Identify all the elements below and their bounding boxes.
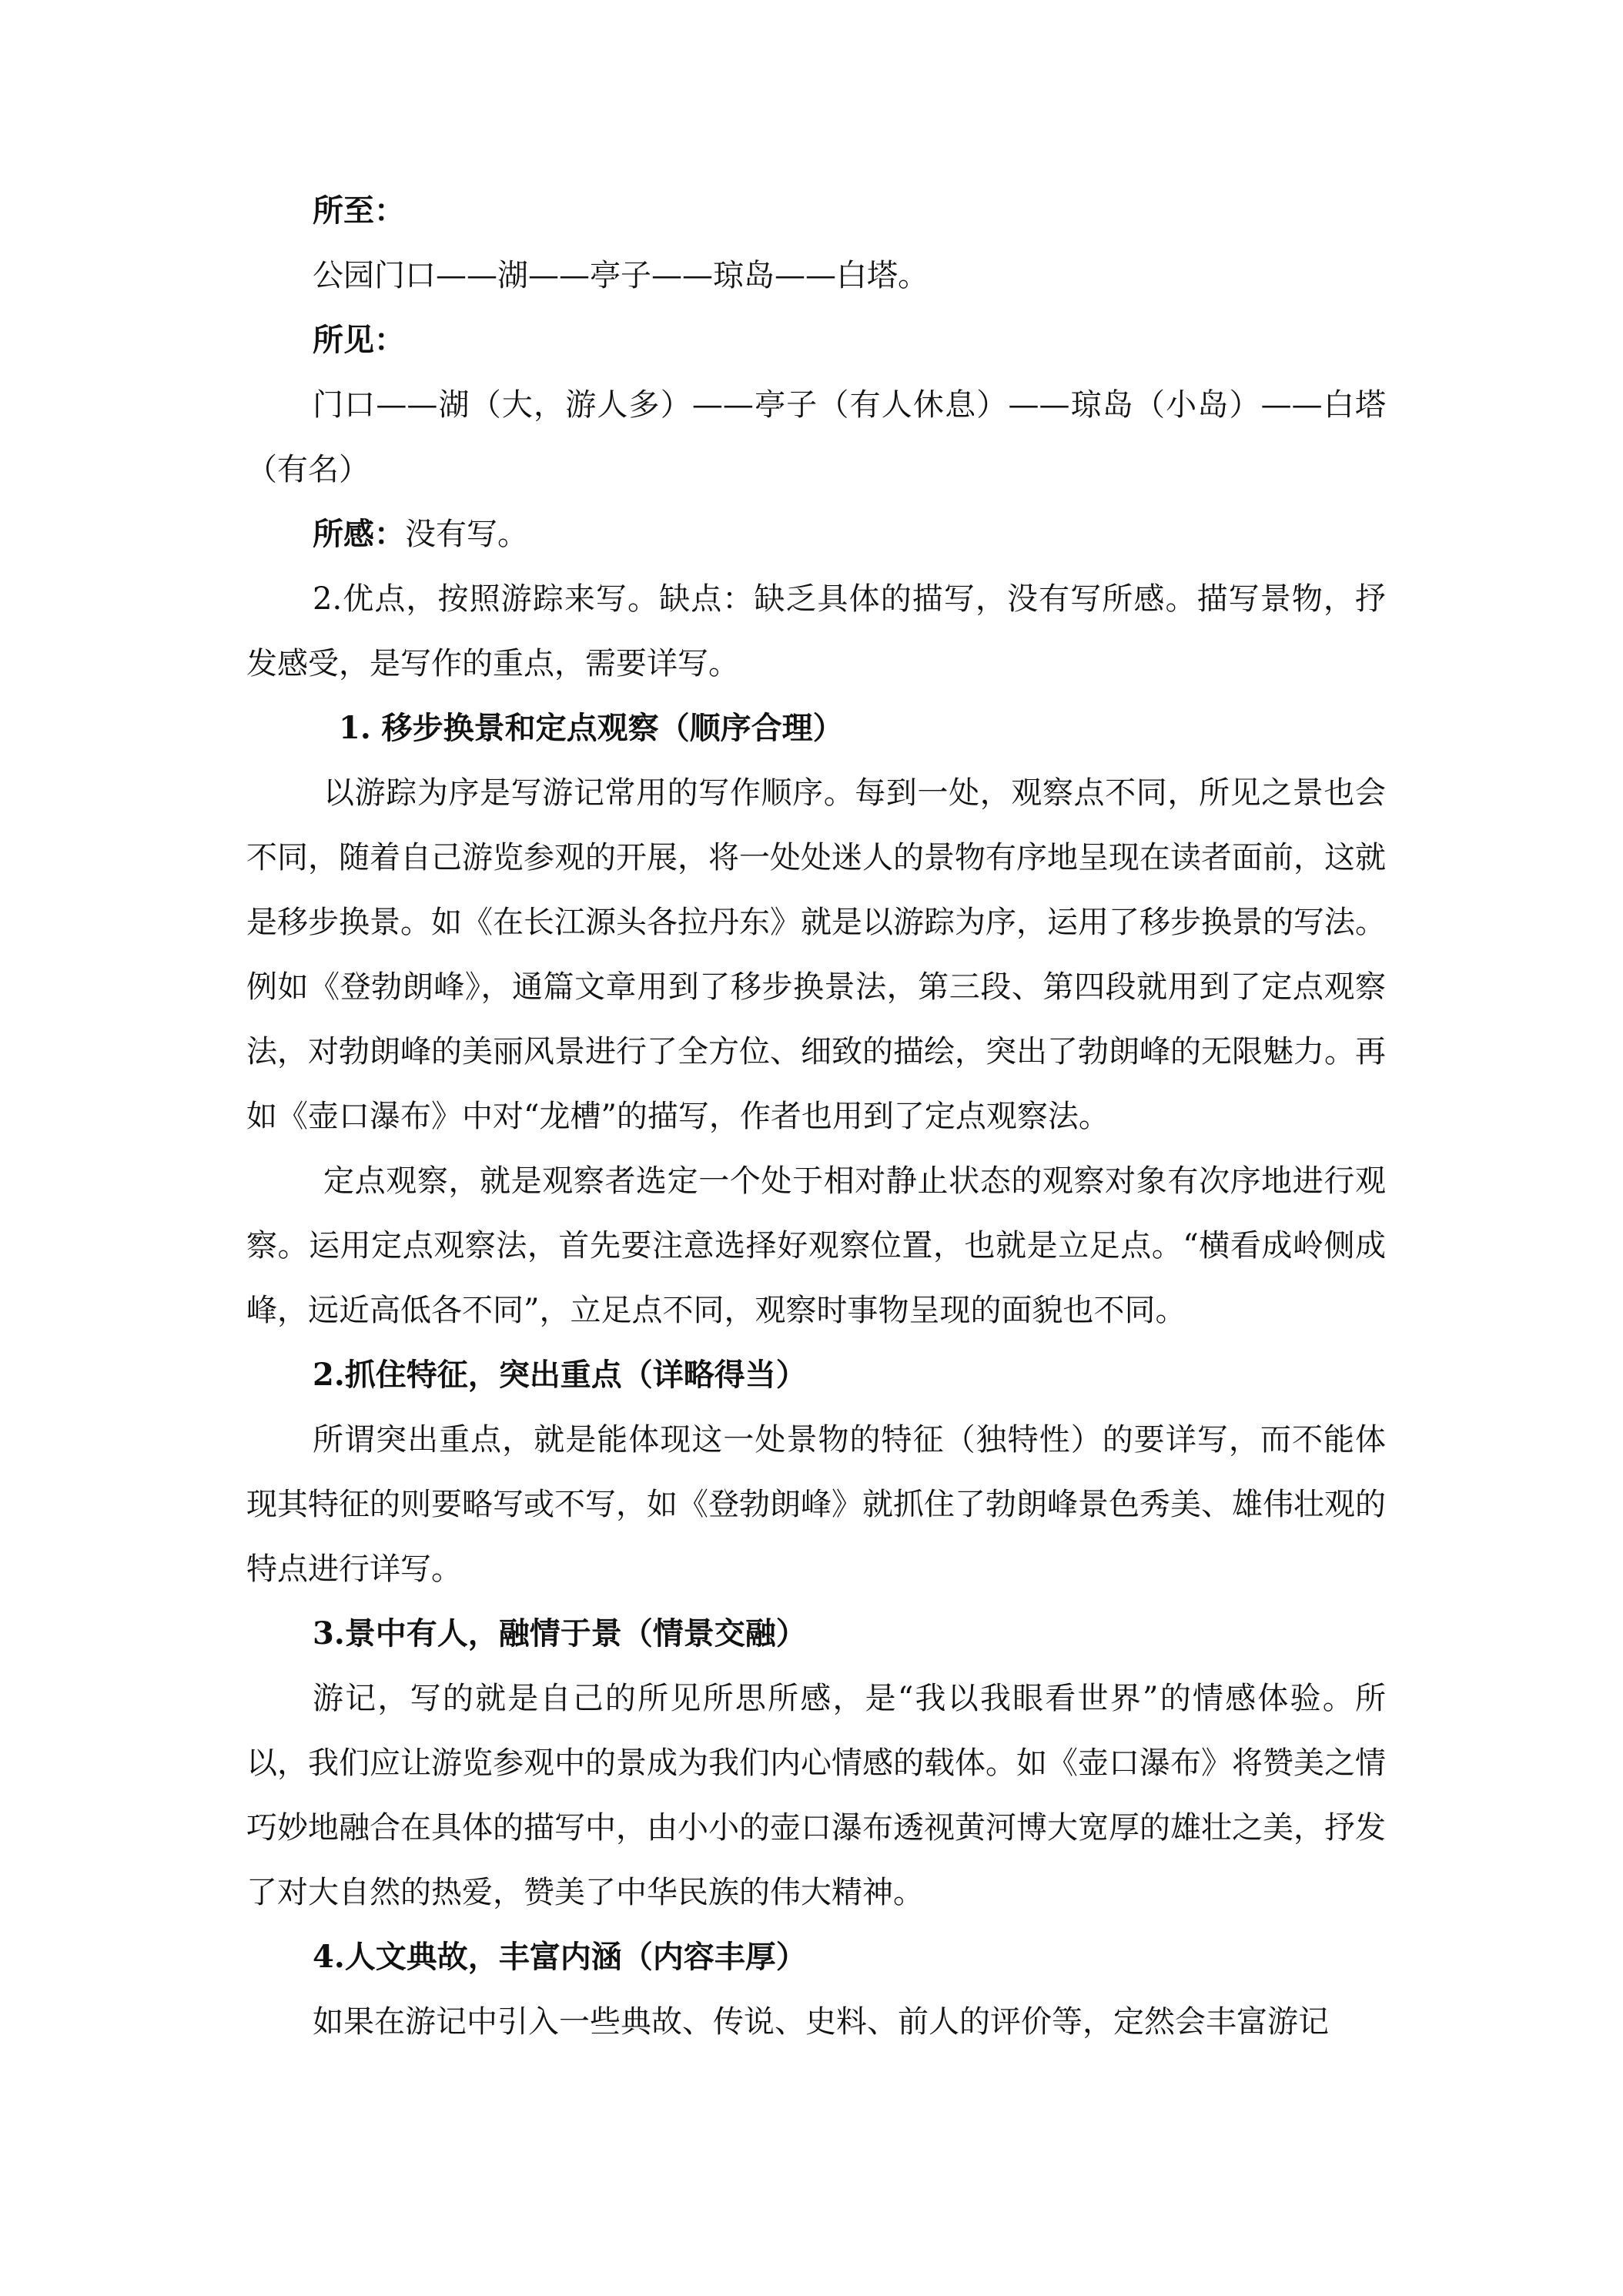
heading-3: 3.景中有人，融情于景（情景交融） [313, 1615, 807, 1652]
heading-2: 2.抓住特征，突出重点（详略得当） [313, 1357, 807, 1393]
point2-paragraph: 2.优点，按照游踪来写。缺点：缺乏具体的描写，没有写所感。描写景物，抒发感受，是写作的重点，需要详写。 [246, 581, 1386, 681]
paragraph-2: 定点观察，就是观察者选定一个处于相对静止状态的观察对象有次序地进行观察。运用定点观察法，首先要注意选择好观察位置，也就是立足点。“横看成岭侧成峰，远近高低各不同”，立足点不同，观察时事物呈现的面貌也不同。 [246, 1163, 1386, 1328]
paragraph-3: 所谓突出重点，就是能体现这一处景物的特征（独特性）的要详写，而不能体现其特征的则要略写或不写，如《登勃朗峰》就抓住了勃朗峰景色秀美、雄伟壮观的特点进行详写。 [246, 1422, 1386, 1587]
heading-4: 4.人文典故，丰富内涵（内容丰厚） [313, 1939, 807, 1975]
suojian-text: 门口——湖（大，游人多）——亭子（有人休息）——琼岛（小岛）——白塔（有名） [246, 387, 1386, 487]
heading-1: 1. 移步换景和定点观察（顺序合理） [339, 710, 844, 746]
paragraph-5: 如果在游记中引入一些典故、传说、史料、前人的评价等，定然会丰富游记 [313, 2004, 1329, 2040]
paragraph-1: 以游踪为序是写游记常用的写作顺序。每到一处，观察点不同，所见之景也会不同，随着自己游览参观的开展，将一处处迷人的景物有序地呈现在读者面前，这就是移步换景。如《在长江源头各拉丹东》就是以游踪为序，运用了移步换景的写法。例如《登勃朗峰》，通篇文章用到了移步换景法，第三段、第四段就用到了定点观察法，对勃朗峰的美丽风景进行了全方位、细致的描绘，突出了勃朗峰的无限魅力。再如《壶口瀑布》中对“龙槽”的描写，作者也用到了定点观察法。 [246, 775, 1386, 1134]
suozhi-label: 所至： [313, 192, 405, 229]
suogan-text: 没有写。 [405, 517, 528, 552]
document-page [246, 179, 1386, 2054]
suojian-label: 所见： [313, 322, 405, 358]
suozhi-route: 公园门口——湖——亭子——琼岛——白塔。 [313, 258, 929, 293]
suogan-label: 所感： [313, 516, 405, 552]
suogan-line [246, 502, 1386, 567]
paragraph-4: 游记，写的就是自己的所见所思所感，是“我以我眼看世界”的情感体验。所以，我们应让游览参观中的景成为我们内心情感的载体。如《壶口瀑布》将赞美之情巧妙地融合在具体的描写中，由小小的壶口瀑布透视黄河博大宽厚的雄壮之美，抒发了对大自然的热爱，赞美了中华民族的伟大精神。 [246, 1681, 1386, 1910]
